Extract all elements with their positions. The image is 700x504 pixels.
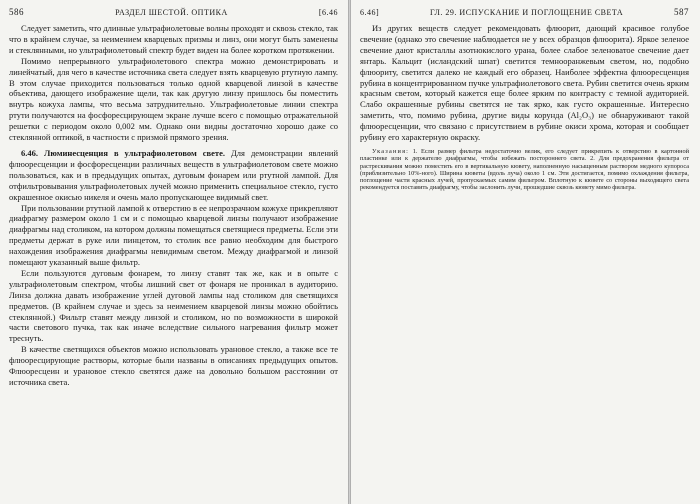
- section-heading: 6.46. Люминесценция в ультрафиолетовом свете.: [21, 147, 225, 158]
- section-paragraph: [9, 148, 338, 203]
- left-page-number: 586: [9, 7, 24, 17]
- paragraph: При пользовании ртутной лампой к отверстию в ее непрозрачном кожухе прикрепляют диафрагму размером около 1 см и с помощью кварцевой линзы получают изображение диафрагмы над столиком, на котором должны помещаться светящиеся предметы. Если эти предметы держат в руке или пинцетом, то столик все равно необходим для быстрого нахождения изображения диафрагмы невидимым светом. Между диафрагмой и линзой помещают указанный выше фильтр.: [9, 202, 338, 268]
- paragraph: В качестве светящихся объектов можно использовать урановое стекло, а также все те флюоресцирующие растворы, которые были названы в описаниях предыдущих опытов. Флюоресцеин и урановое стекло светятся даже на довольно большом расстоянии от источника света.: [9, 344, 338, 387]
- paragraph: Если пользуются дуговым фонарем, то линзу ставят так же, как и в опыте с ультрафиолетовым спектром, чтобы лишний свет от фонаря не проникал в аудиторию. Линза должна давать изображение углей дуговой лампы над столиком для светящихся предметов. (В крайнем случае и здесь за неимением кварцевой линзы можно обойтись стеклянной.) Фильтр ставят между линзой и столиком, но по возможности в широкой части светового пучка, так как иначе вследствие сильного нагревания фильтр может треснуть.: [9, 267, 338, 344]
- paragraph: Из других веществ следует рекомендовать флюорит, дающий красивое голубое свечение (однако это свечение наблюдается не у всех образцов флюорита). Яркое зеленое свечение дают кристаллы азотнокислого урана, более слабое зеленоватое свечение дает янтарь. Кальцит (исландский шпат) светится темнооранжевым светом, но, подобно флюориту, светится далеко не каждый его образец. Наиболее эффектна флюоресценция рубина в концентрированном пучке ультрафиолетового света. Рубин светится очень ярким красным светом, который кажется еще более ярким по контрасту с темной аудиторией. Слабо окрашенные рубины светятся не так ярко, как густо окрашенные. Интересно заметить, что, помимо рубина, другие виды корунда (Al₂O₃) не обнаруживают такой флюоресценции, что связано с присутствием в рубине окиси хрома, которая и сообщает рубину его характерную окраску.: [360, 23, 689, 143]
- left-running-head: [9, 7, 338, 17]
- right-running-head: [360, 7, 689, 17]
- section-first-paragraph-text: Для демонстрации явлений флюоресценции и фосфоресценции различных веществ в ультрафиолетовом свете можно пользоваться, как и в предыдущих опытах, дуговым фонарем или ртутной лампой. Для отфильтровывания ультрафиолетовых лучей можно применить специальное стекло, густо окрашенное окисью никеля и очень мало пропускающее видимый свет.: [9, 147, 338, 202]
- right-header-ref: 6.46]: [360, 8, 380, 17]
- right-header-title: ГЛ. 29. ИСПУСКАНИЕ И ПОГЛОЩЕНИЕ СВЕТА: [429, 8, 624, 17]
- right-page: [351, 0, 700, 504]
- instructions-note: [360, 148, 689, 192]
- left-header-title: РАЗДЕЛ ШЕСТОЙ. ОПТИКА: [115, 8, 228, 17]
- paragraph: Следует заметить, что длинные ультрафиолетовые волны проходят и сквозь стекло, так что в крайнем случае, за неимением кварцевых призмы и линз, они могут быть заменены и стеклянными, но ультрафиолетовый спектр будет виден на более коротком протяжении.: [9, 23, 338, 55]
- note-text: 1. Если размер фильтра недостаточно велик, его следует прикрепить к отверстию в картонной пластинке или к держателю диафрагмы, чтобы избежать постороннего света. 2. Для предохранения фильтра от растрескивания можно поместить его в вертикальную кювету, наполненную насыщенным раствором медного купороса (приблизительно 10%-ного). Ширина кюветы (вдоль луча) около 1 см. Эти достигается, помимо охлаждения фильтра, поглощение части красных лучей, пропускаемых самим фильтром. Вплотную к кювете со стороны выходящего света рекомендуется поставить диафрагму, чтобы заслонить лучи, прошедшие сквозь кювету мимо фильтра.: [360, 147, 689, 192]
- paragraph: Помимо непрерывного ультрафиолетового спектра можно демонстрировать и линейчатый, для чего в качестве источника света следует взять кварцевую ртутную лампу. В этом случае приходится пользоваться только одной кварцевой линзой в качестве объектива, дающего изображение щели, так как другую линзу пришлось бы поместить внутрь кожуха лампы, что весьма затруднительно. Ультрафиолетовые линии спектра ртути получаются на фосфоресцирующем экране лучше всего с помощью отражательной решетки с периодом около 0,002 мм. Однако они видны достаточно хорошо даже со стеклянной оптикой, в частности с призмой прямого зрения.: [9, 55, 338, 143]
- right-page-number: 587: [673, 7, 689, 17]
- left-page-body: [9, 23, 338, 388]
- note-lead: Указания:: [372, 147, 410, 155]
- left-page: [0, 0, 348, 504]
- left-header-ref: [6.46: [318, 8, 338, 17]
